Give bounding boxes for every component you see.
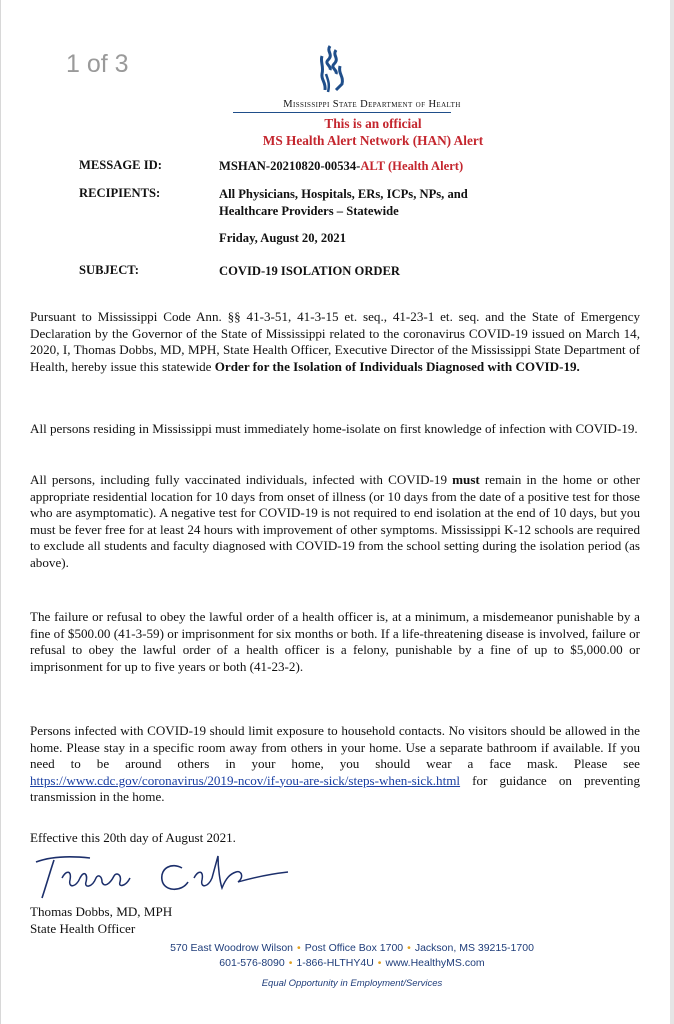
isolation-rules-text-b: remain in the home or other appropriate residential location for 10 days from onset of illness (or 10 days from the date of a positive test for those who are asymptomatic). A negative test for COVID-19 is not required to end isolation at the end of 10 days, but you must be fever free for at least 24 hours with improvement of other symptoms. Mississippi K-12 schools are required to exclude all students and faculty diagnosed with COVID-19 from the school setting during the isolation period (as above).	[30, 472, 640, 570]
paragraph-isolation-rules	[30, 472, 640, 571]
agency-rule	[233, 112, 451, 113]
cdc-link[interactable]: https://www.cdc.gov/coronavirus/2019-ncov/if-you-are-sick/steps-when-sick.html	[30, 772, 461, 788]
footer-city: Jackson, MS 39215-1700	[414, 942, 534, 954]
footer-website[interactable]: www.HealthyMS.com	[385, 957, 485, 969]
bullet-icon: •	[288, 957, 293, 969]
signer-name: Thomas Dobbs, MD, MPH	[30, 904, 173, 919]
message-id-value	[219, 158, 519, 175]
message-id-number: MSHAN-20210820-00534-	[219, 159, 361, 173]
page-counter: 1 of 3	[66, 50, 129, 78]
bullet-icon: •	[297, 942, 301, 954]
paragraph-household-guidance	[30, 723, 640, 806]
signature-image	[32, 848, 292, 904]
paragraph-home-isolate: All persons residing in Mississippi must immediately home-isolate on first knowledge of infection with COVID-19.	[30, 421, 638, 436]
subject-value: COVID-19 ISOLATION ORDER	[219, 264, 400, 278]
bullet-icon: •	[407, 942, 411, 954]
household-guidance-text-a: Persons infected with COVID-19 should limit exposure to household contacts. No visitors should be allowed in the home. Please stay in a specific room away from others in your home. Use a separate bathroom if available. If you need to be around others in your home, you should wear a face mask. Please see	[30, 723, 640, 771]
subject-label: SUBJECT:	[79, 263, 139, 277]
signer-title: State Health Officer	[30, 921, 136, 936]
han-alert-banner: MS Health Alert Network (HAN) Alert	[262, 133, 484, 148]
bullet-icon: •	[377, 957, 382, 969]
footer-street: 570 East Woodrow Wilson	[170, 942, 294, 954]
isolation-rules-text-a: All persons, including fully vaccinated individuals, infected with COVID-19	[30, 472, 453, 487]
message-id-label: MESSAGE ID:	[79, 158, 162, 172]
recipients-line1: All Physicians, Hospitals, ERs, ICPs, NPs, and	[219, 187, 468, 201]
must-emphasis: must	[452, 472, 480, 487]
recipients-value	[219, 186, 519, 220]
recipients-line2: Healthcare Providers – Statewide	[219, 204, 399, 218]
effective-date: Effective this 20th day of August 2021.	[30, 830, 236, 845]
footer-po-box: Post Office Box 1700	[304, 942, 404, 954]
order-title: Order for the Isolation of Individuals Diagnosed with COVID-19.	[214, 358, 580, 374]
paragraph-authority-text: Pursuant to Mississippi Code Ann. §§ 41-3-51, 41-3-15 et. seq., 41-23-1 et. seq. and the State of Emergency Declaration by the Governor of the State of Mississippi related to the coronavirus COVID-19 issued on March 14, 2020, I, Thomas Dobbs, MD, MPH, State Health Officer, Executive Director of the Mississippi State Department of Health, hereby issue this statewide	[30, 309, 640, 374]
footer-eeo: Equal Opportunity in Employment/Services	[261, 978, 443, 989]
paragraph-penalties: The failure or refusal to obey the lawful order of a health officer is, at a minimum, a misdemeanor punishable by a fine of $500.00 (41-3-59) or imprisonment for six months or both. If a life-threatening disease is involved, failure or refusal to obey the lawful order of a health officer is a felony, punishable by a fine of up to $5,000.00 or imprisonment for up to five years or both (41-23-2).	[30, 609, 640, 674]
paragraph-authority	[30, 309, 640, 375]
official-banner: This is an official	[324, 116, 422, 131]
msdh-logo-icon	[316, 44, 348, 94]
issue-date: Friday, August 20, 2021	[219, 231, 347, 245]
message-id-tag: ALT (Health Alert)	[360, 159, 464, 173]
footer-phone: 601-576-8090	[219, 957, 285, 969]
footer-address	[0, 942, 674, 954]
agency-name: Mississippi State Department of Health	[283, 99, 461, 110]
household-guidance-text-b: for guidance on preventing transmission in the home.	[30, 772, 640, 804]
footer-contact	[0, 957, 674, 969]
recipients-label: RECIPIENTS:	[79, 186, 161, 200]
footer-tollfree: 1-866-HLTHY4U	[296, 957, 374, 969]
